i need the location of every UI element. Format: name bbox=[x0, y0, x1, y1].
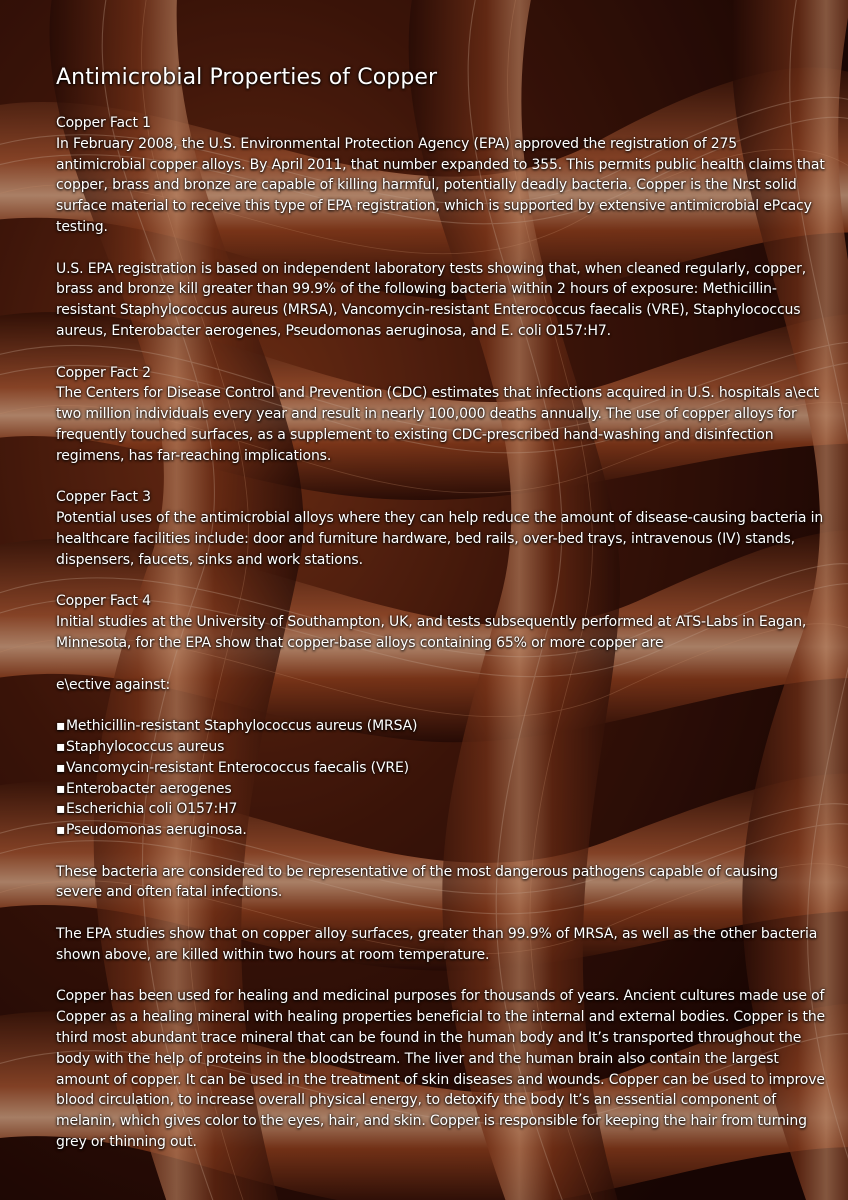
fact-1-paragraph-2: U.S. EPA registration is based on independent laboratory tests showing that, when cleaned regularly, copper, brass and bronze kill greater than 99.9% of the following bacteria within 2 hours of exposure: Methicillin-resistant Staphylococcus aureus (MRSA), Vancomycin-resistant Enterococcus faecalis (VRE), Staphylococcus aureus, Enterobacter aerogenes, Pseudomonas aeruginosa, and E. coli O157:H7. bbox=[56, 260, 806, 339]
bullet-icon: ▪ bbox=[56, 718, 66, 735]
fact-4-paragraph-3: These bacteria are considered to be representative of the most dangerous pathogens capable of causing severe and often fatal infections. bbox=[56, 863, 778, 901]
list-item bbox=[56, 820, 826, 841]
fact-2-paragraph-1: The Centers for Disease Control and Prevention (CDC) estimates that infections acquired in U.S. hospitals a\ect two million individuals every year and result in nearly 100,000 deaths annually. The use of copper alloys for frequently touched surfaces, as a supplement to existing CDC-prescribed hand-washing and disinfection regimens, has far-reaching implications. bbox=[56, 385, 819, 464]
list-item bbox=[56, 737, 826, 758]
fact-2-heading: Copper Fact 2 bbox=[56, 364, 151, 381]
bullet-icon: ▪ bbox=[56, 801, 66, 818]
fact-4-paragraph-5: Copper has been used for healing and medicinal purposes for thousands of years. Ancient cultures made use of Copper as a healing mineral with healing properties beneficial to the internal and external bodies. Copper is the third most abundant trace mineral that can be found in the human body and It’s transported throughout the body with the help of proteins in the bloodstream. The liver and the human brain also contain the largest amount of copper. It can be used in the treatment of skin diseases and wounds. Copper can be used to improve blood circulation, to increase overall physical energy, to detoxify the body It’s an essential component of melanin, which gives color to the eyes, hair, and skin. Copper is responsible for keeping the hair from turning grey or thinning out. bbox=[56, 988, 826, 1151]
fact-1-paragraph-1: In February 2008, the U.S. Environmental Protection Agency (EPA) approved the registration of 275 antimicrobial copper alloys. By April 2011, that number expanded to 355. This permits public health claims that copper, brass and bronze are capable of killing harmful, potentially deadly bacteria. Copper is the Nrst solid surface material to receive this type of EPA registration, which is supported by extensive antimicrobial ePcacy testing. bbox=[56, 135, 825, 235]
fact-4-heading: Copper Fact 4 bbox=[56, 593, 151, 610]
bacteria-list bbox=[56, 716, 826, 841]
list-item-text: Pseudomonas aeruginosa. bbox=[66, 822, 247, 839]
fact-4-paragraph-1: Initial studies at the University of Southampton, UK, and tests subsequently performed at ATS-Labs in Eagan, Minnesota, for the EPA show that copper-base alloys containing 65% or more copper are bbox=[56, 614, 807, 651]
list-item-text: Enterobacter aerogenes bbox=[66, 780, 232, 797]
bullet-icon: ▪ bbox=[56, 822, 66, 839]
document-body bbox=[56, 62, 826, 1174]
fact-3-heading: Copper Fact 3 bbox=[56, 489, 151, 506]
bullet-icon: ▪ bbox=[56, 780, 66, 797]
list-item-text: Vancomycin-resistant Enterococcus faecalis (VRE) bbox=[66, 759, 409, 776]
fact-4-paragraph-4: The EPA studies show that on copper alloy surfaces, greater than 99.9% of MRSA, as well as the other bacteria shown above, are killed within two hours at room temperature. bbox=[56, 926, 818, 963]
fact-4-paragraph-2: e\ective against: bbox=[56, 676, 171, 693]
bullet-icon: ▪ bbox=[56, 738, 66, 755]
fact-3-paragraph-1: Potential uses of the antimicrobial alloys where they can help reduce the amount of disease-causing bacteria in healthcare facilities include: door and furniture hardware, bed rails, over-bed trays, intravenous (IV) stands, dispensers, faucets, sinks and work stations. bbox=[56, 510, 824, 568]
page-title: Antimicrobial Properties of Copper bbox=[56, 65, 438, 90]
list-item-text: Staphylococcus aureus bbox=[66, 738, 225, 755]
list-item bbox=[56, 758, 826, 779]
fact-1-heading: Copper Fact 1 bbox=[56, 115, 151, 131]
list-item bbox=[56, 716, 826, 737]
list-item-text: Methicillin-resistant Staphylococcus aureus (MRSA) bbox=[66, 718, 418, 735]
list-item bbox=[56, 779, 826, 800]
list-item-text: Escherichia coli O157:H7 bbox=[66, 801, 238, 818]
list-item bbox=[56, 799, 826, 820]
bullet-icon: ▪ bbox=[56, 759, 66, 776]
